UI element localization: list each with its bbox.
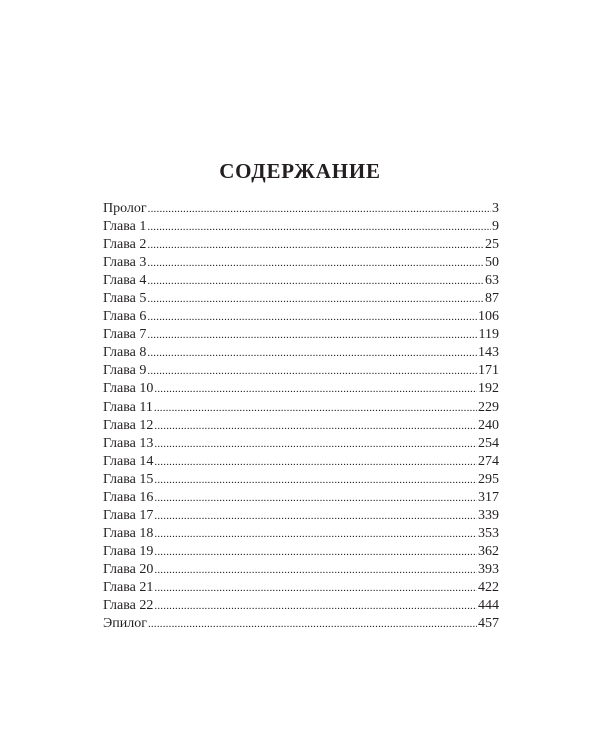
toc-entry xyxy=(103,326,499,344)
toc-entry xyxy=(103,579,499,597)
dot-leader xyxy=(147,236,484,254)
toc-entry-label: Глава 7 xyxy=(103,327,147,343)
toc-entry-page-number: 171 xyxy=(478,363,499,379)
toc-entry-page-number: 3 xyxy=(492,201,499,216)
dot-leader xyxy=(148,615,477,633)
toc-entry xyxy=(103,507,499,525)
dot-leader xyxy=(154,399,477,417)
toc-entry-label: Глава 18 xyxy=(103,525,154,541)
toc-entry-page-number: 457 xyxy=(478,616,499,632)
dot-leader xyxy=(154,435,477,453)
toc-entry-label: Глава 6 xyxy=(103,309,147,325)
dot-leader xyxy=(154,489,477,507)
toc-entry xyxy=(103,290,499,308)
toc-entry-label: Глава 4 xyxy=(103,273,147,289)
toc-entry xyxy=(103,597,499,615)
toc-entry-label: Глава 8 xyxy=(103,345,147,361)
toc-entry xyxy=(103,489,499,507)
toc-entry-label: Глава 11 xyxy=(103,399,153,415)
toc-entry xyxy=(103,435,499,453)
toc-entry-label: Глава 21 xyxy=(103,579,154,595)
dot-leader xyxy=(154,507,477,525)
toc-entry-label: Пролог xyxy=(103,201,147,216)
toc-entry-label: Эпилог xyxy=(103,616,147,632)
toc-entry-page-number: 339 xyxy=(478,507,499,523)
toc-entry-label: Глава 9 xyxy=(103,363,147,379)
toc-entry xyxy=(103,254,499,272)
toc-entry-page-number: 87 xyxy=(485,291,499,307)
dot-leader xyxy=(147,290,484,308)
toc-entry-page-number: 274 xyxy=(478,453,499,469)
toc-entry-page-number: 295 xyxy=(478,471,499,487)
toc-entry-label: Глава 15 xyxy=(103,471,154,487)
dot-leader xyxy=(154,417,477,435)
toc-entry-label: Глава 17 xyxy=(103,507,154,523)
table-of-contents xyxy=(103,200,499,633)
toc-entry-page-number: 119 xyxy=(478,327,499,343)
toc-entry-label: Глава 1 xyxy=(103,219,147,235)
toc-entry-label: Глава 2 xyxy=(103,237,147,253)
toc-entry-page-number: 9 xyxy=(492,219,499,235)
toc-entry-page-number: 106 xyxy=(478,309,499,325)
toc-entry-page-number: 63 xyxy=(485,273,499,289)
dot-leader xyxy=(154,579,477,597)
toc-entry-page-number: 143 xyxy=(478,345,499,361)
toc-entry-page-number: 254 xyxy=(478,435,499,451)
dot-leader xyxy=(148,200,491,218)
toc-entry xyxy=(103,453,499,471)
toc-entry-page-number: 229 xyxy=(478,399,499,415)
toc-entry xyxy=(103,236,499,254)
page-title: СОДЕРЖАНИЕ xyxy=(219,159,381,183)
toc-entry xyxy=(103,525,499,543)
toc-entry-page-number: 50 xyxy=(485,255,499,271)
toc-entry-page-number: 362 xyxy=(478,543,499,559)
toc-entry-page-number: 317 xyxy=(478,489,499,505)
toc-entry xyxy=(103,615,499,633)
dot-leader xyxy=(147,344,477,362)
toc-entry-label: Глава 16 xyxy=(103,489,154,505)
dot-leader xyxy=(147,308,477,326)
dot-leader xyxy=(147,326,477,344)
toc-entry-page-number: 192 xyxy=(478,381,499,397)
dot-leader xyxy=(147,362,477,380)
dot-leader xyxy=(154,543,477,561)
toc-entry-label: Глава 14 xyxy=(103,453,154,469)
dot-leader xyxy=(154,380,477,398)
dot-leader xyxy=(154,471,477,489)
toc-entry-page-number: 25 xyxy=(485,237,499,253)
dot-leader xyxy=(147,218,491,236)
toc-entry-label: Глава 19 xyxy=(103,543,154,559)
toc-entry xyxy=(103,218,499,236)
toc-entry xyxy=(103,344,499,362)
dot-leader xyxy=(154,453,477,471)
toc-entry xyxy=(103,471,499,489)
dot-leader xyxy=(147,254,484,272)
dot-leader xyxy=(147,272,484,290)
toc-entry-page-number: 422 xyxy=(478,579,499,595)
toc-entry xyxy=(103,399,499,417)
dot-leader xyxy=(154,561,477,579)
dot-leader xyxy=(154,597,477,615)
toc-entry-page-number: 393 xyxy=(478,561,499,577)
toc-entry-page-number: 444 xyxy=(478,598,499,614)
toc-entry xyxy=(103,200,499,218)
toc-entry-page-number: 353 xyxy=(478,525,499,541)
toc-entry xyxy=(103,362,499,380)
toc-entry-label: Глава 12 xyxy=(103,417,154,433)
toc-entry xyxy=(103,308,499,326)
toc-entry-label: Глава 20 xyxy=(103,561,154,577)
toc-entry-label: Глава 22 xyxy=(103,598,154,614)
dot-leader xyxy=(154,525,477,543)
toc-entry-label: Глава 13 xyxy=(103,435,154,451)
toc-entry xyxy=(103,272,499,290)
toc-entry xyxy=(103,561,499,579)
toc-entry-label: Глава 10 xyxy=(103,381,154,397)
toc-entry-page-number: 240 xyxy=(478,417,499,433)
toc-entry xyxy=(103,543,499,561)
toc-entry xyxy=(103,417,499,435)
toc-entry xyxy=(103,380,499,398)
toc-entry-label: Глава 5 xyxy=(103,291,147,307)
toc-entry-label: Глава 3 xyxy=(103,255,147,271)
